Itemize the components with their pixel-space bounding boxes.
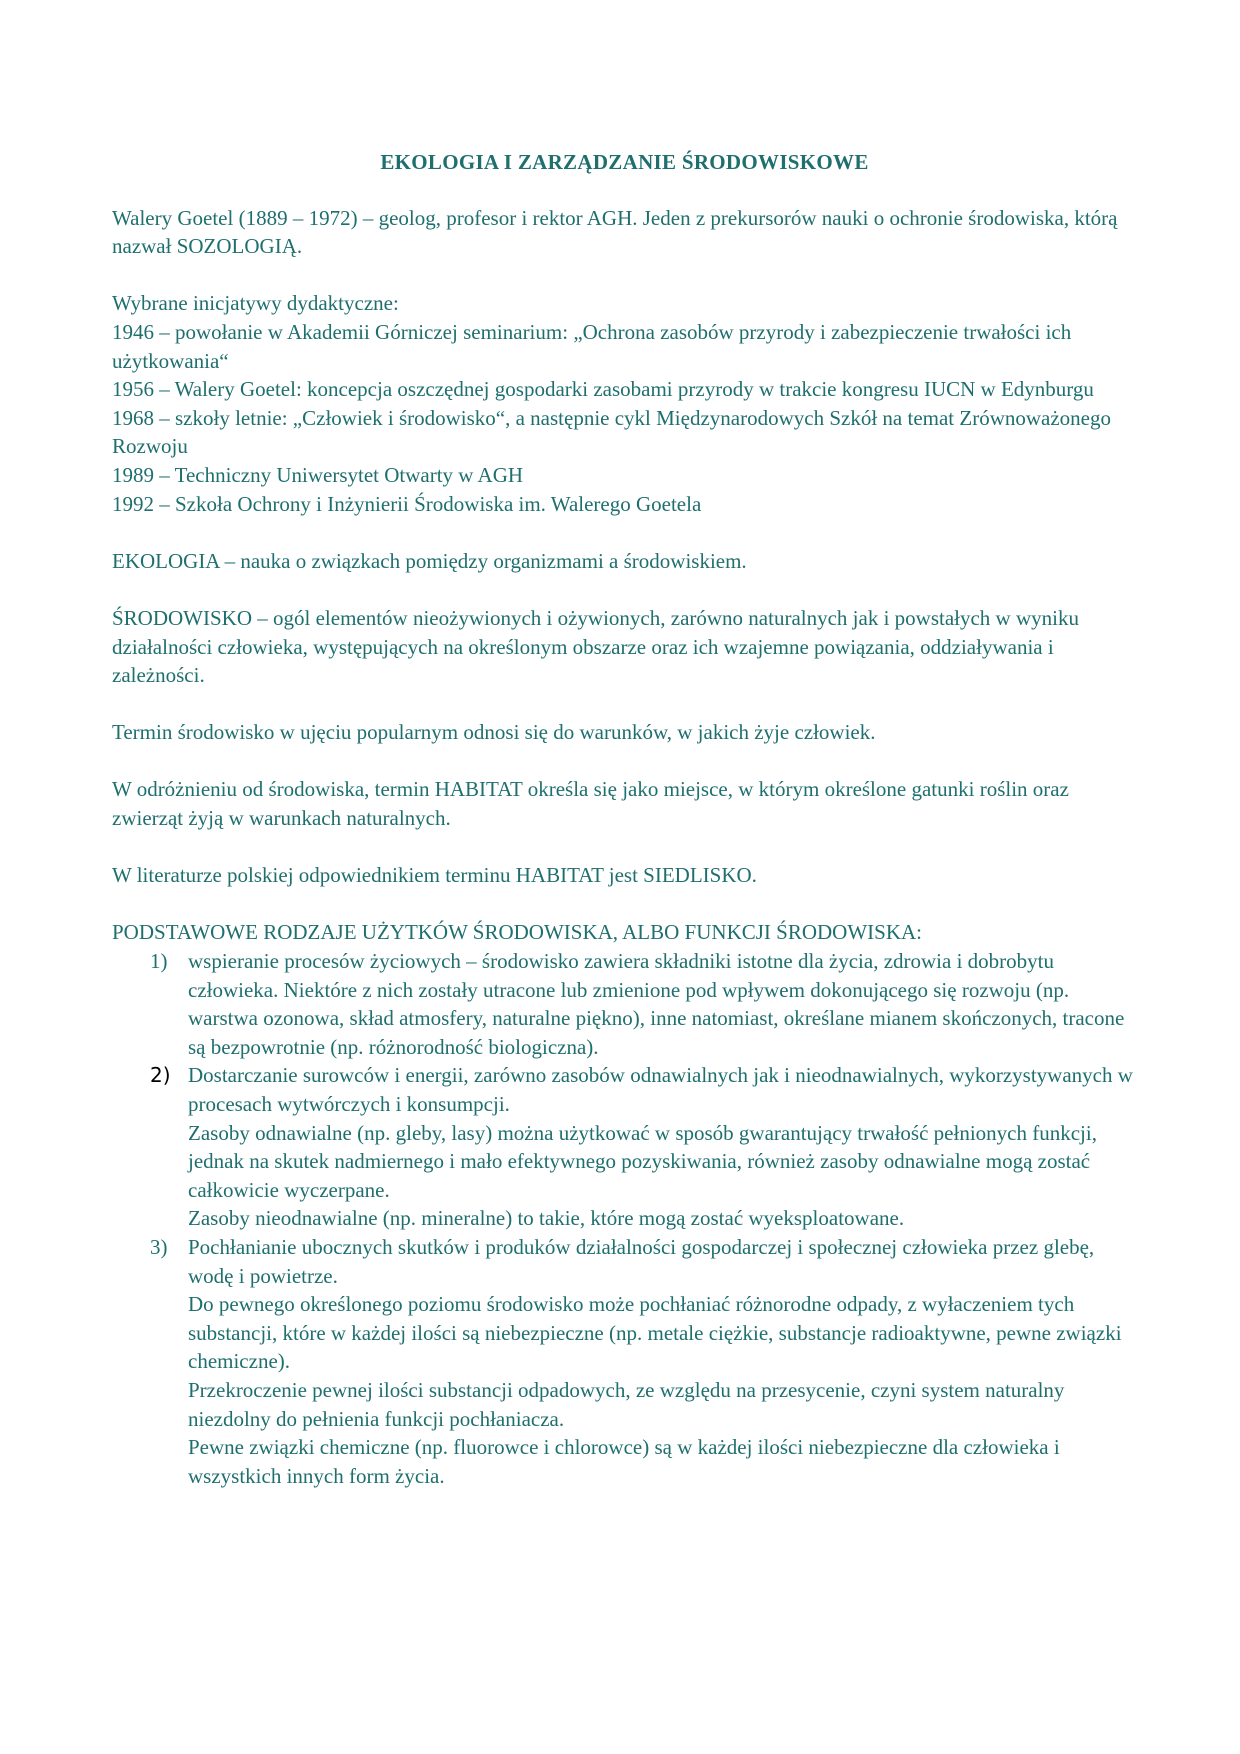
intro-paragraph: Walery Goetel (1889 – 1972) – geolog, profesor i rektor AGH. Jeden z prekursorów nauki o ochronie środowiska, którą nazwał SOZOLOGIĄ. (112, 205, 1118, 259)
initiative-item: 1968 – szkoły letnie: „Człowiek i środowisko“, a następnie cykl Międzynarodowych Szkół na temat Zrównoważonego Rozwoju (112, 405, 1111, 459)
document-title: EKOLOGIA I ZARZĄDZANIE ŚRODOWISKOWE (380, 150, 869, 174)
definition-srodowisko: ŚRODOWISKO – ogól elementów nieożywionych i ożywionych, zarówno naturalnych jak i powstałych w wyniku działalności człowieka, występujących na określonym obszarze oraz ich wzajemne powiązania, oddziaływania i zależności. (112, 605, 1079, 688)
uses-section (112, 918, 1137, 1490)
list-item-number: 1) (150, 949, 168, 974)
document-page (112, 148, 1137, 1490)
list-item-text: Zasoby odnawialne (np. gleby, lasy) można użytkować w sposób gwarantujący trwałość pełnionych funkcji, jednak na skutek nadmiernego i mało efektywnego pozyskiwania, również zasoby odnawialne mogą zostać całkowicie wyczerpane. (188, 1120, 1097, 1202)
initiative-item: 1956 – Walery Goetel: koncepcja oszczędnej gospodarki zasobami przyrody w trakcie kongresu IUCN w Edynburgu (112, 377, 1094, 402)
list-item-text: Przekroczenie pewnej ilości substancji odpadowych, ze względu na przesycenie, czyni system naturalny niezdolny do pełnienia funkcji pochłaniacza. (188, 1377, 1065, 1431)
initiatives-section (112, 289, 1137, 518)
list-item-number: 3) (150, 1234, 168, 1259)
definition-siedlisko: W literaturze polskiej odpowiednikiem terminu HABITAT jest SIEDLISKO. (112, 863, 757, 888)
definition-habitat: W odróżnieniu od środowiska, termin HABITAT określa się jako miejsce, w którym określone gatunki roślin oraz zwierząt żyją w warunkach naturalnych. (112, 777, 1069, 831)
definition-popularne: Termin środowisko w ujęciu popularnym odnosi się do warunków, w jakich żyje człowiek. (112, 720, 876, 745)
initiative-item: 1992 – Szkoła Ochrony i Inżynierii Środowiska im. Walerego Goetela (112, 491, 702, 516)
list-item-text: Do pewnego określonego poziomu środowisko może pochłaniać różnorodne odpady, z wyłaczeniem tych substancji, które w każdej ilości są niebezpieczne (np. metale ciężkie, substancje radioaktywne, pewne związki chemiczne). (188, 1292, 1122, 1374)
list-item (112, 947, 1137, 1061)
list-item-text: Dostarczanie surowców i energii, zarówno zasobów odnawialnych jak i nieodnawialnych, wykorzystywanych w procesach wytwórczych i konsumpcji. (188, 1063, 1133, 1116)
definition-ekologia: EKOLOGIA – nauka o związkach pomiędzy organizmami a środowiskiem. (112, 548, 747, 573)
list-item-text: Pochłanianie ubocznych skutków i produków działalności gospodarczej i społecznej człowieka przez glebę, wodę i powietrze. (188, 1234, 1095, 1288)
initiative-item: 1946 – powołanie w Akademii Górniczej seminarium: „Ochrona zasobów przyrody i zabezpieczenie trwałości ich użytkowania“ (112, 319, 1072, 373)
list-item (112, 1061, 1137, 1233)
list-item-text: wspieranie procesów życiowych – środowisko zawiera składniki istotne dla życia, zdrowia i dobrobytu człowieka. Niektóre z nich zostały utracone lub zmienione pod wpływem dokonującego się rozwoju (np. warstwa ozonowa, skład atmosfery, naturalne piękno), inne natomiast, określane mianem skończonych, tracone są bezpowrotnie (np. różnorodność biologiczna). (188, 949, 1125, 1059)
initiatives-heading: Wybrane inicjatywy dydaktyczne: (112, 291, 399, 316)
uses-heading: PODSTAWOWE RODZAJE UŻYTKÓW ŚRODOWISKA, ALBO FUNKCJI ŚRODOWISKA: (112, 920, 922, 945)
list-item-text: Pewne związki chemiczne (np. fluorowce i chlorowce) są w każdej ilości niebezpieczne dla człowieka i wszystkich innych form życia. (188, 1435, 1060, 1488)
uses-list (112, 947, 1137, 1490)
initiative-item: 1989 – Techniczny Uniwersytet Otwarty w AGH (112, 462, 524, 487)
list-item-number: 2) (150, 1063, 171, 1088)
list-item (112, 1233, 1137, 1490)
list-item-text: Zasoby nieodnawialne (np. mineralne) to takie, które mogą zostać wyeksploatowane. (188, 1206, 905, 1231)
